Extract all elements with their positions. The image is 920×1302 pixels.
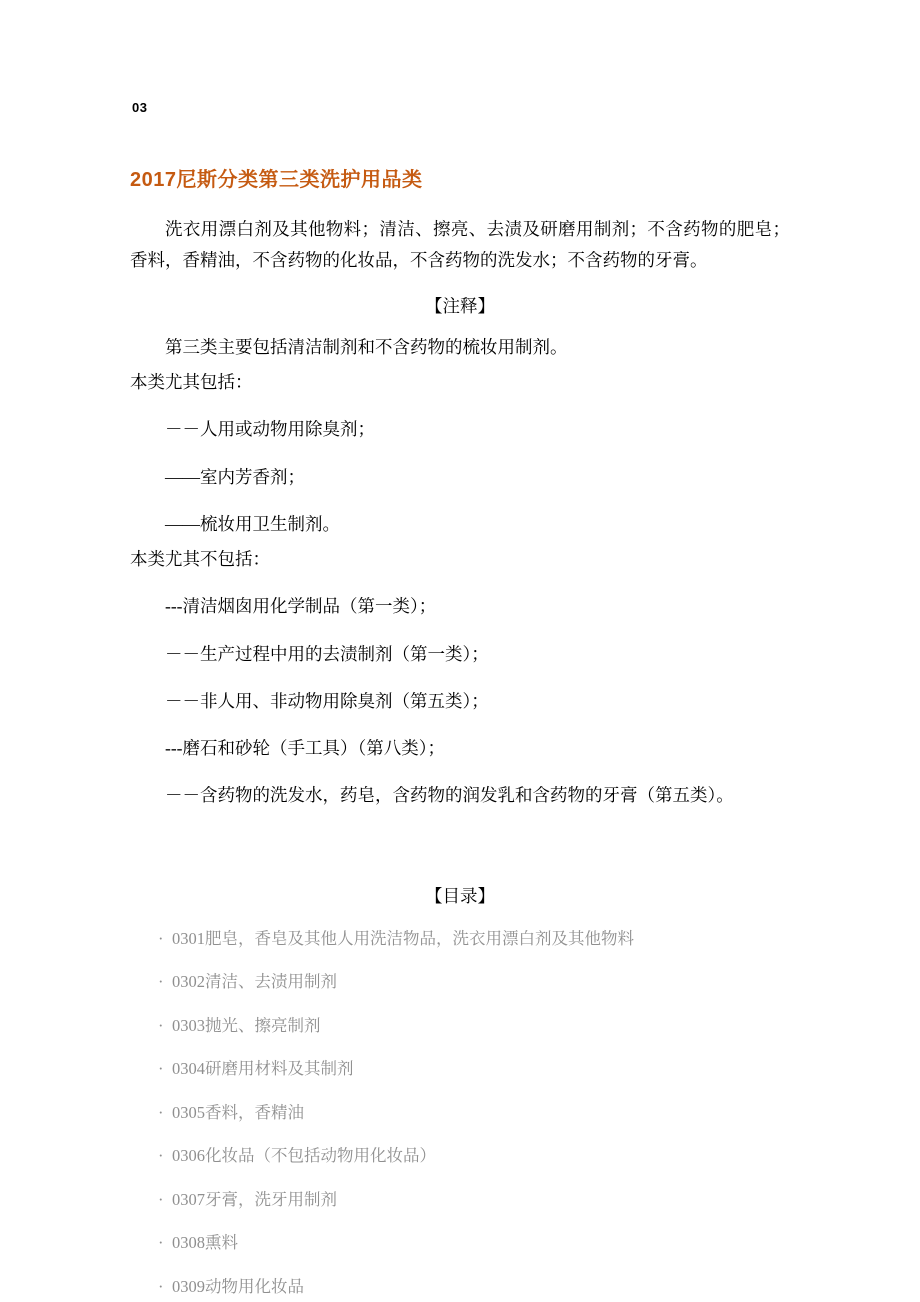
list-item-label: 0306化妆品（不包括动物用化妆品）: [172, 1146, 436, 1166]
bullet-icon: ·: [158, 1102, 164, 1122]
list-item-label: 0303抛光、擦亮制剂: [172, 1015, 321, 1035]
includes-label: 本类尤其包括：: [130, 372, 253, 392]
list-item[interactable]: [130, 926, 790, 952]
bullet-icon: ·: [158, 1233, 164, 1253]
page-title: 2017尼斯分类第三类洗护用品类: [130, 169, 423, 191]
bullet-icon: ·: [158, 1059, 164, 1079]
excludes-item: ---清洁烟囱用化学制品（第一类）；: [165, 596, 437, 617]
toc-list: [130, 926, 790, 1300]
bullet-icon: ·: [158, 1146, 164, 1166]
list-item[interactable]: [130, 1100, 790, 1126]
toc-heading: 【目录】: [425, 885, 495, 906]
list-item[interactable]: [130, 1143, 790, 1169]
list-item[interactable]: [130, 1056, 790, 1082]
includes-item: ——梳妆用卫生制剂。: [165, 513, 340, 534]
includes-item: －－人用或动物用除臭剂；: [165, 419, 375, 440]
bullet-icon: ·: [158, 1277, 164, 1296]
bullet-icon: ·: [158, 928, 164, 948]
page-number: 03: [132, 100, 148, 115]
bullet-icon: ·: [158, 1015, 164, 1035]
bullet-icon: ·: [158, 1189, 164, 1209]
list-item[interactable]: [130, 1274, 790, 1300]
excludes-item: －－含药物的洗发水，药皂，含药物的润发乳和含药物的牙膏（第五类）。: [165, 785, 734, 806]
list-item-label: 0305香料，香精油: [172, 1102, 304, 1122]
list-item[interactable]: [130, 1187, 790, 1213]
lead-paragraph: 洗衣用漂白剂及其他物料；清洁、擦亮、去渍及研磨用制剂；不含药物的肥皂；香料，香精油，不含药物的化妆品，不含药物的洗发水；不含药物的牙膏。: [130, 219, 790, 270]
excludes-item: －－生产过程中用的去渍制剂（第一类）；: [165, 643, 489, 664]
list-item-label: 0304研磨用材料及其制剂: [172, 1059, 354, 1079]
list-item-label: 0309动物用化妆品: [172, 1277, 304, 1296]
list-item-label: 0302清洁、去渍用制剂: [172, 972, 337, 992]
list-item-label: 0308熏料: [172, 1233, 238, 1253]
excludes-label: 本类尤其不包括：: [130, 549, 270, 569]
list-item[interactable]: [130, 1013, 790, 1039]
list-item-label: 0301肥皂，香皂及其他人用洗洁物品，洗衣用漂白剂及其他物料: [172, 928, 634, 948]
list-item[interactable]: [130, 969, 790, 995]
excludes-item: ---磨石和砂轮（手工具）（第八类）；: [165, 738, 445, 758]
notes-intro: 第三类主要包括清洁制剂和不含药物的梳妆用制剂。: [165, 336, 568, 357]
bullet-icon: ·: [158, 972, 164, 992]
includes-item: ——室内芳香剂；: [165, 466, 305, 487]
excludes-item: －－非人用、非动物用除臭剂（第五类）；: [165, 690, 489, 711]
list-item[interactable]: [130, 1230, 790, 1256]
section-spacer: [130, 813, 790, 883]
list-item-label: 0307牙膏，洗牙用制剂: [172, 1189, 337, 1209]
notes-heading: 【注释】: [425, 296, 495, 317]
